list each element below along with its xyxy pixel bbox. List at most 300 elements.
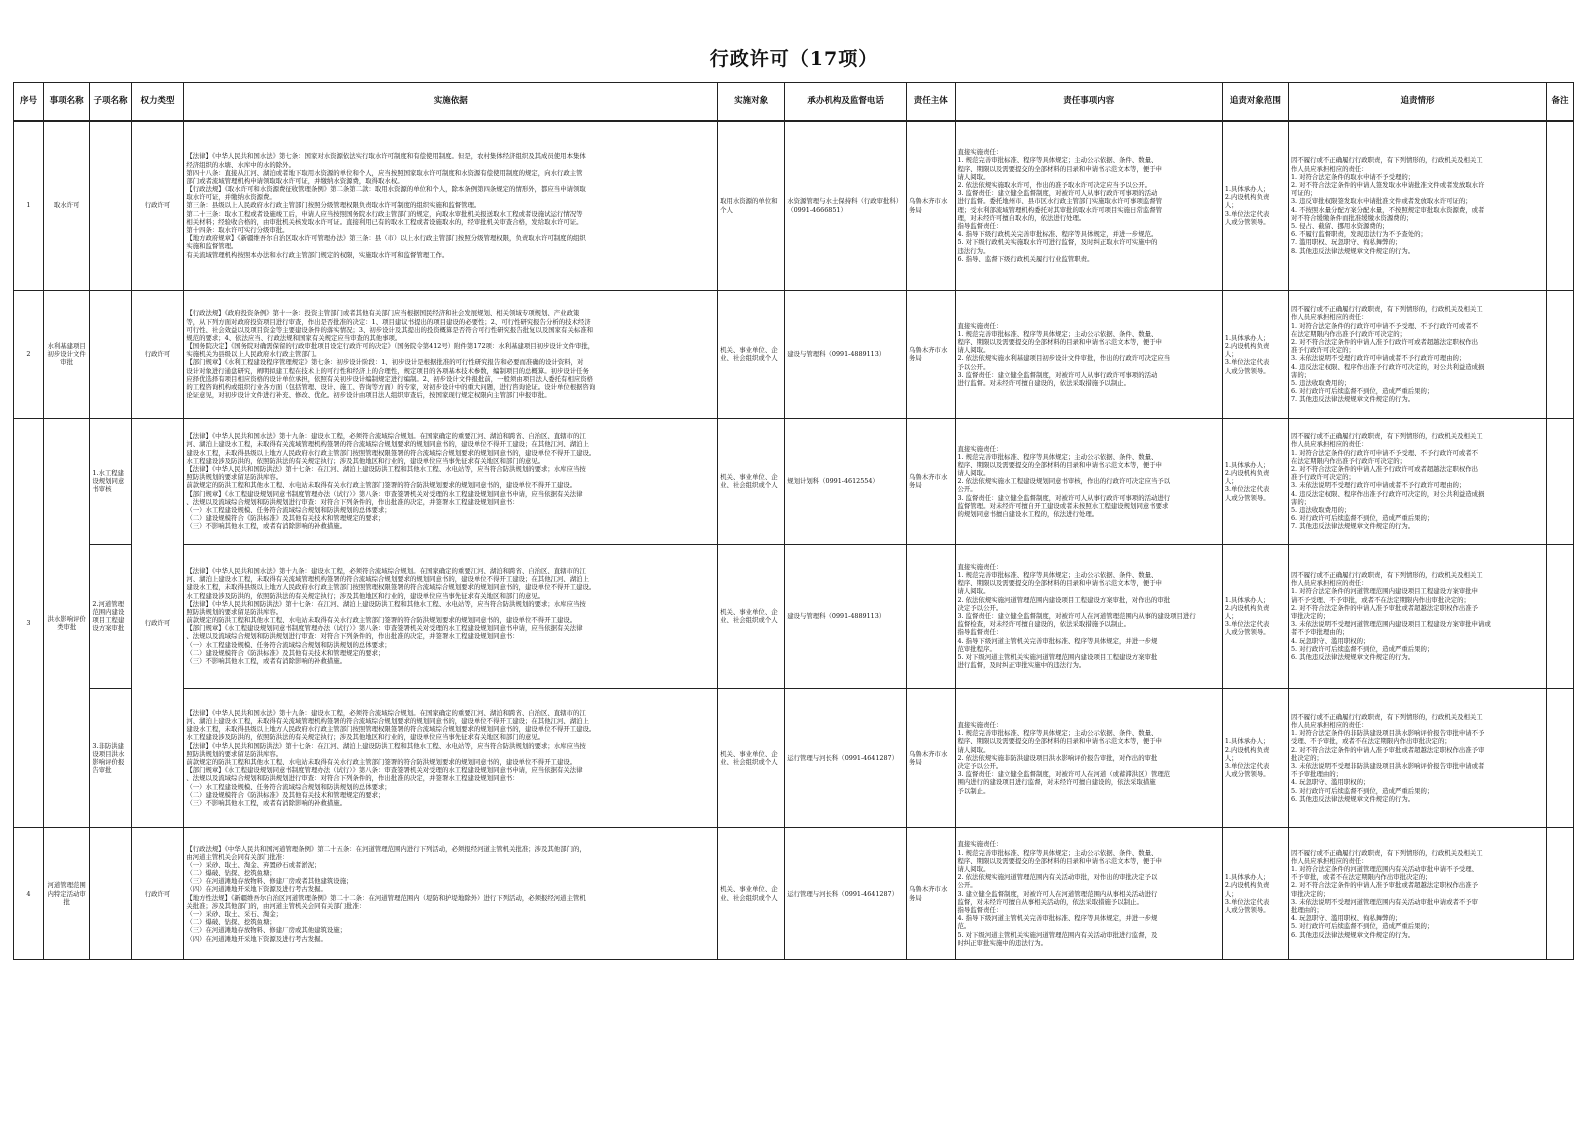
cell-scope-line: 2.内设机构负责 bbox=[1224, 342, 1270, 351]
cell-basis-line: 【部门规章】《水工程建设规划同意书制度管理办法（试行）》第八条：审查签署机关对受理的水工程建设规划同意书申请，应当依据有关法律 bbox=[186, 489, 583, 498]
cell-situations-line: 不予审批理由的； bbox=[1290, 770, 1343, 779]
header-object: 实施对象 bbox=[718, 83, 785, 121]
cell-situations-line: 对不符合缓缴条件而批准缓缴水资源费的； bbox=[1290, 213, 1413, 222]
cell-resp-line: 理，对未经许可擅自取水的，依法进行处理。 bbox=[957, 213, 1086, 222]
cell-resp-line: 请人阅取。 bbox=[957, 587, 990, 596]
cell-resp-line: 请人阅取。 bbox=[957, 172, 990, 181]
cell-situations-line: 害的； bbox=[1290, 497, 1311, 506]
header-sub-item: 子项名称 bbox=[90, 83, 131, 121]
cell-resp-line: 监督检查，对未经许可擅自建设的，依法采取措施予以制止。 bbox=[957, 620, 1131, 629]
cell-situations-line: 2. 对不符合法定条件的申请人准予行政许可或者超越法定职权作出 bbox=[1290, 338, 1479, 347]
cell-scope-line: 3.单位法定代表 bbox=[1224, 897, 1270, 906]
cell-scope bbox=[1222, 544, 1288, 688]
cell-basis-line: 河、湖泊上建设水工程，未取得有关流域管理机构签署的符合流域综合规划要求的规划同意书的，建设单位不得开工建设；在其他江河、湖泊上 bbox=[186, 717, 589, 725]
cell-resp-line: 程序、期限以及需要提交的全部材料的目录和申请书示范文本等，便于申 bbox=[957, 579, 1163, 588]
cell-situations-line: 因不履行或不正确履行行政职责，有下列情形的，行政机关及相关工 bbox=[1290, 432, 1483, 441]
cell-seq: 3 bbox=[14, 419, 44, 828]
cell-situations-line: 作人员应承担相应的责任： bbox=[1290, 313, 1368, 322]
cell-object: 机关、事业单位、企业、社会组织或个人 bbox=[718, 419, 785, 544]
cell-resp-line: 2. 依法依规实施水工程建设规划同意书审核，作出的行政许可决定应当予以 bbox=[957, 477, 1171, 486]
cell-scope-line: 人； bbox=[1224, 477, 1238, 486]
cell-sub-item bbox=[90, 290, 131, 419]
cell-situations-line: 因不履行或不正确履行行政职责，有下列情形的，行政机关及相关工 bbox=[1290, 848, 1483, 857]
cell-subject: 乌鲁木齐市水务局 bbox=[907, 419, 956, 544]
cell-basis-line: （二）爆破、钻探、挖筑鱼塘； bbox=[186, 869, 276, 878]
cell-situations bbox=[1288, 419, 1546, 544]
cell-resp-line: 4. 指导下级河道主管机关完善审批标准、程序等具体规定，并进一步规 bbox=[957, 636, 1158, 645]
cell-basis-line: 前款规定的防洪工程和其他水工程、水电站未取得有关水行政主管部门签署的符合防洪规划要求的规划同意书的，建设单位不得开工建设。 bbox=[186, 616, 577, 625]
cell-situations-line: 1. 对符合法定条件的河道管理范围内建设项目工程建设方案审批申 bbox=[1290, 587, 1479, 596]
cell-basis-line: （四）在河道滩地开采地下资源及进行考古发掘。 bbox=[186, 934, 327, 943]
cell-basis-line: 照防洪规划的要求留足防洪库容。 bbox=[186, 749, 283, 758]
cell-situations-line: 4. 违反法定权限、程序作出准予行政许可决定的，对公共利益造成损 bbox=[1290, 489, 1485, 498]
cell-resp-line: 范。 bbox=[957, 922, 971, 931]
cell-situations-line: 6. 其他违反法律法规规章文件规定的行为。 bbox=[1290, 794, 1415, 803]
cell-basis-line: （一）采砂、取土、淘金、弃置砂石或者淤泥； bbox=[186, 860, 321, 869]
cell-subject: 乌鲁木齐市水务局 bbox=[907, 121, 956, 291]
cell-resp bbox=[955, 544, 1222, 688]
cell-basis-line: （三）在河道滩地存放物料、修建厂房或者其他建筑设施； bbox=[186, 877, 353, 886]
cell-basis-line: 【法律】《中华人民共和国防洪法》第十七条：在江河、湖泊上建设防洪工程和其他水工程、水电站等，应当符合防洪规划的要求；水库应当按 bbox=[186, 741, 586, 750]
cell-item-name: 水利基建项目初步设计文件审批 bbox=[43, 290, 89, 419]
cell-basis-line: 【行政法规】《取水许可和水资源费征收管理条例》第二条第二款：取用水资源的单位和个人，除本条例第四条规定的情形外，都应当申请领取 bbox=[186, 185, 586, 194]
cell-situations-line: 审批决定的； bbox=[1290, 889, 1330, 898]
cell-scope-line: 人； bbox=[1224, 350, 1238, 359]
cell-scope-line: 3.单位法定代表 bbox=[1224, 620, 1270, 629]
cell-basis bbox=[184, 290, 718, 419]
cell-basis-line: 水工程建设涉及防洪的，依照防洪法的有关规定执行；涉及其他地区和行业的，建设单位应当事先征求有关地区和部门的意见。 bbox=[186, 456, 545, 465]
cell-resp-line: 请人阅取。 bbox=[957, 745, 990, 754]
cell-basis-line: 、法规以及流域综合规划和防洪规划进行审查：对符合下列条件的，作出批准的决定，并签署水工程建设规划同意书： bbox=[186, 632, 519, 641]
cell-basis-line: （一）采砂、取土、采石、淘金； bbox=[186, 910, 283, 919]
cell-basis-line: 【地方性法规】《新疆维吾尔自治区河道管理条例》第二十二条：在河道管理范围内（堤防和护堤地除外）进行下列活动，必须报经河道主管机 bbox=[186, 893, 586, 902]
cell-resp-line: 请人阅取。 bbox=[957, 469, 990, 478]
cell-basis-line: 有关流域管理机构按照本办法和水行政主管部门规定的权限，实施取水许可和监督管理工作。 bbox=[186, 250, 449, 259]
cell-resp-line: 指导监督责任： bbox=[957, 905, 1003, 914]
table-row bbox=[14, 544, 1574, 688]
cell-situations-line: 作人员应承担相应的责任： bbox=[1290, 856, 1368, 865]
cell-situations-line: 6. 不履行监督职责，发现违法行为不予查处的； bbox=[1290, 230, 1427, 239]
table-row bbox=[14, 688, 1574, 828]
cell-situations-line: 6. 其他违反法律法规规章文件规定的行为。 bbox=[1290, 652, 1415, 661]
cell-subject: 乌鲁木齐市水务局 bbox=[907, 290, 956, 419]
cell-scope-line: 1.具体承办人； bbox=[1224, 737, 1270, 746]
cell-situations-line: 者不予审批理由的； bbox=[1290, 628, 1349, 637]
cell-scope-line: 2.内设机构负责 bbox=[1224, 603, 1270, 612]
cell-basis-line: （二）建设规模符合《防洪标准》及其他有关技术和管理规定的要求； bbox=[186, 648, 385, 657]
cell-sub-item bbox=[90, 828, 131, 960]
cell-basis-line: 的工程咨询机构或组织行业各方面（包括管理、设计、施工、咨询等方面）的专家，对初步设计中的重大问题，进行咨询论证。设计单位根据咨询 bbox=[186, 383, 596, 392]
cell-basis bbox=[184, 688, 718, 828]
cell-situations-line: 1. 对符合法定条件的非防洪建设项目洪水影响评价报告审批申请不予 bbox=[1290, 729, 1485, 738]
cell-resp-line: 范审批程序。 bbox=[957, 644, 996, 653]
cell-basis bbox=[184, 828, 718, 960]
cell-situations-line: 4. 玩忽职守、滥用职权、徇私舞弊的； bbox=[1290, 914, 1402, 923]
cell-situations-line: 4. 不按照水量分配方案分配水量，不按照规定审批取水资源费，或者 bbox=[1290, 205, 1485, 214]
cell-basis-line: 建设水工程，未取得县级以上地方人民政府水行政主管部门按照管理权限签署的符合流域综合规划要求的规划同意书的，建设单位不得开工建设。 bbox=[186, 725, 596, 734]
cell-situations bbox=[1288, 544, 1546, 688]
cell-scope-line: 人或分管领导。 bbox=[1224, 217, 1270, 226]
page-title: 行政许可（17项） bbox=[709, 48, 879, 70]
cell-basis-line: 建设水工程，未取得县级以上地方人民政府水行政主管部门按照管理权限签署的符合流域综合规划要求的规划同意书的，建设单位不得开工建设。 bbox=[186, 448, 596, 457]
cell-basis-line: 【法律】《中华人民共和国水法》第十九条：建设水工程，必须符合流域综合规划。在国家确定的重要江河、湖泊和跨省、自治区、直辖市的江 bbox=[186, 432, 586, 441]
cell-resp-line: 公开。 bbox=[957, 485, 977, 494]
cell-situations bbox=[1288, 828, 1546, 960]
cell-remark bbox=[1547, 419, 1574, 544]
header-org: 承办机构及监督电话 bbox=[785, 83, 907, 121]
cell-situations-line: 作人员应承担相应的责任： bbox=[1290, 721, 1368, 730]
header-row bbox=[14, 83, 1574, 121]
cell-situations-line: 4. 违反法定权限、程序作出准予行政许可决定的，对公共利益造成损 bbox=[1290, 362, 1485, 371]
cell-situations-line: 6. 对行政许可后续监督不到位，造成严重后果的； bbox=[1290, 387, 1434, 396]
cell-scope-line: 人或分管领导。 bbox=[1224, 628, 1270, 637]
cell-basis-line: 河、湖泊上建设水工程，未取得有关流域管理机构签署的符合流域综合规划要求的规划同意书的，建设单位不得开工建设；在其他江河、湖泊上 bbox=[186, 575, 589, 584]
cell-scope-line: 人； bbox=[1224, 201, 1238, 210]
cell-remark bbox=[1547, 290, 1574, 419]
cell-resp-line: 决定予以公开。 bbox=[957, 762, 1003, 771]
cell-situations-line: 5. 违法收取费用的； bbox=[1290, 505, 1351, 514]
cell-seq: 1 bbox=[14, 121, 44, 291]
header-power-type: 权力类型 bbox=[131, 83, 184, 121]
cell-remark bbox=[1547, 544, 1574, 688]
cell-basis-line: 前款规定的防洪工程和其他水工程、水电站未取得有关水行政主管部门签署的符合防洪规划要求的规划同意书的，建设单位不得开工建设。 bbox=[186, 757, 577, 766]
cell-situations-line: 2. 对不符合法定条件的申请人准予行政许可或者超越法定职权作出 bbox=[1290, 465, 1479, 473]
cell-situations-line: 8. 其他违反法律法规规章文件规定的行为。 bbox=[1290, 246, 1415, 255]
cell-situations-line: 3. 未依法说明不受理行政许可申请或者不予行政许可理由的； bbox=[1290, 481, 1466, 490]
cell-basis-line: 规范的要求；4、依法应当、行政法规和国家有关规定应当审查的其他事项。 bbox=[186, 333, 402, 342]
cell-resp-line: 1. 规范完善审批标准、程序等具体规定；主动公示依据、条件、数量、 bbox=[957, 848, 1158, 857]
cell-situations bbox=[1288, 121, 1546, 291]
cell-resp-line: 请人阅取。 bbox=[957, 865, 990, 874]
cell-sub-item: 1.水工程建设规划同意书审核 bbox=[90, 419, 131, 544]
cell-situations bbox=[1288, 290, 1546, 419]
cell-basis-line: 【法律】《中华人民共和国防洪法》第十七条：在江河、湖泊上建设防洪工程和其他水工程、水电站等，应当符合防洪规划的要求；水库应当按 bbox=[186, 599, 586, 608]
cell-basis-line: 河、湖泊上建设水工程，未取得有关流域管理机构签署的符合流域综合规划要求的规划同意书的，建设单位不得开工建设；在其他江河、湖泊上 bbox=[186, 440, 589, 449]
cell-remark bbox=[1547, 828, 1574, 960]
cell-resp-line: 3. 监督责任：建立健全监督制度，对被许可人从事行政许可事项的活动 bbox=[957, 189, 1158, 198]
cell-situations-line: 5. 侵占、截留、挪用水资源费的； bbox=[1290, 221, 1389, 230]
cell-situations-line: 批理由的； bbox=[1290, 905, 1323, 914]
cell-org: 建设与管理科（0991-4889113） bbox=[785, 290, 907, 419]
cell-basis-line: 第十四条：取水许可实行分级审批。 bbox=[186, 226, 289, 235]
header-situations: 追责情形 bbox=[1288, 83, 1546, 121]
cell-situations-line: 3. 违反审批权限签发取水申请批准文件或者发放取水许可证的； bbox=[1290, 197, 1472, 206]
cell-scope-line: 1.具体承办人； bbox=[1224, 185, 1270, 194]
cell-situations-line: 5. 对行政许可后续监督不到位，造成严重后果的； bbox=[1290, 922, 1434, 931]
cell-situations-line: 2. 对不符合法定条件的申请人准予审批或者超越法定职权作出准予审 bbox=[1290, 745, 1485, 754]
cell-basis-line: 水工程建设涉及防洪的，依照防洪法的有关规定执行；涉及其他地区和行业的，建设单位应当事先征求有关地区和部门的意见。 bbox=[186, 733, 545, 742]
cell-situations-line: 2. 对不符合法定条件的申请人准予审批或者超越法定职权作出准予 bbox=[1290, 603, 1479, 612]
cell-org: 建设与管理科（0991-4889113） bbox=[785, 544, 907, 688]
cell-scope-line: 1.具体承办人； bbox=[1224, 595, 1270, 604]
cell-basis bbox=[184, 121, 718, 291]
cell-scope-line: 2.内设机构负责 bbox=[1224, 193, 1270, 202]
cell-item-name: 河道管理范围内特定活动审批 bbox=[43, 828, 89, 960]
cell-seq: 4 bbox=[14, 828, 44, 960]
cell-resp bbox=[955, 419, 1222, 544]
cell-resp-line: 5. 对下级行政机关实施取水许可进行监督，及时纠正取水许可实施中的 bbox=[957, 238, 1158, 247]
cell-basis-line: 照防洪规划的要求留足防洪库容。 bbox=[186, 473, 283, 482]
cell-basis-line: （三）不影响其他水工程，或者有消除影响的补救措施。 bbox=[186, 657, 347, 665]
cell-resp-line: 公开。 bbox=[957, 881, 977, 890]
cell-resp-line: 3. 监督责任：建立健全监督制度，对被许可人在河道管理范围内从事的建设项目进行 bbox=[957, 611, 1196, 620]
cell-basis-line: 论证意见，对初步设计文件进行补充、修改、优化。初步设计由项目法人组织审查后，按国家现行规定权限向主管部门申报审批。 bbox=[186, 391, 551, 400]
cell-basis-line: 相关材料；经验收合格的，由审批机关核发取水许可证。直接利用已有的取水工程或者设施取水的，经审批机关审查合格，发给取水许可证。 bbox=[186, 217, 583, 226]
cell-scope bbox=[1222, 419, 1288, 544]
cell-situations-line: 6. 对行政许可后续监督不到位，造成严重后果的； bbox=[1290, 514, 1434, 523]
cell-resp-line: 监督管理。对未经许可擅自开工建设或者未按照水工程建设规划同意书要求 bbox=[957, 501, 1169, 510]
cell-situations-line: 4. 玩忽职守、滥用职权的； bbox=[1290, 778, 1370, 787]
cell-basis-line: 【行政法规】《中华人民共和国河道管理条例》第二十五条：在河道管理范围内进行下列活动，必须报经河道主管机关批准；涉及其他部门的， bbox=[186, 844, 586, 853]
cell-scope-line: 人或分管领导。 bbox=[1224, 493, 1270, 502]
cell-power-type: 行政许可 bbox=[131, 828, 184, 960]
permission-table bbox=[13, 82, 1574, 960]
cell-basis bbox=[184, 544, 718, 688]
cell-resp-line: 程序、期限以及需要提交的全部材料的目录和申请书示范文本等，便于申 bbox=[957, 164, 1163, 173]
cell-resp-line: 理；受水利部流域管理机构委托对其审批的取水许可项目实施日常监督管 bbox=[957, 205, 1163, 214]
cell-situations-line: 7. 其他违反法律法规规章文件规定的行为。 bbox=[1290, 522, 1415, 531]
cell-object: 机关、事业单位、企业、社会组织或个人 bbox=[718, 544, 785, 688]
cell-resp-line: 指导监督责任： bbox=[957, 221, 1003, 230]
cell-power-type: 行政许可 bbox=[131, 290, 184, 419]
cell-resp bbox=[955, 121, 1222, 291]
cell-subject: 乌鲁木齐市水务局 bbox=[907, 688, 956, 828]
cell-resp-line: 指导监督责任： bbox=[957, 628, 1003, 637]
cell-basis-line: 取水许可证，并缴纳水资源费。 bbox=[186, 193, 276, 202]
cell-scope-line: 人或分管领导。 bbox=[1224, 366, 1270, 375]
cell-basis-line: 经济组织的水塘、水库中的水的除外。 bbox=[186, 160, 295, 169]
cell-resp-line: 进行监督，及时纠正审批实施中的违法行为。 bbox=[957, 661, 1086, 670]
cell-org: 运行管理与河长科（0991-4641287） bbox=[785, 828, 907, 960]
cell-resp-line: 1. 规范完善审批标准、程序等具体规定；主动公示依据、条件、数量、 bbox=[957, 571, 1158, 580]
cell-situations-line: 3. 未依法说明不受理行政许可申请或者不予行政许可理由的； bbox=[1290, 354, 1466, 363]
cell-resp-line: 直接实施责任： bbox=[957, 321, 1003, 330]
cell-basis-line: （一）水工程建设规模、任务符合流域综合规划和防洪规划的总体要求； bbox=[186, 640, 391, 649]
cell-situations-line: 4. 玩忽职守、滥用职权的； bbox=[1290, 636, 1370, 645]
cell-basis-line: 前款规定的防洪工程和其他水工程、水电站未取得有关水行政主管部门签署的符合防洪规划要求的规划同意书的，建设单位不得开工建设。 bbox=[186, 481, 577, 490]
cell-situations-line: 5. 对行政许可后续监督不到位，造成严重后果的； bbox=[1290, 786, 1434, 795]
cell-situations-line: 7. 其他违反法律法规规章文件规定的行为。 bbox=[1290, 395, 1415, 404]
cell-basis-line: 水工程建设涉及防洪的，依照防洪法的有关规定执行；涉及其他地区和行业的，建设单位应当事先征求有关地区和部门的意见。 bbox=[186, 591, 545, 600]
cell-scope-line: 人； bbox=[1224, 753, 1238, 762]
cell-basis-line: 第二十三条：取水工程或者设施竣工后，申请人应当按照国务院水行政主管部门的规定，向取水审批机关报送取水工程或者设施试运行情况等 bbox=[186, 209, 583, 218]
cell-resp-line: 予以公开。 bbox=[957, 362, 990, 371]
cell-resp-line: 3. 建立健全监督制度，对被许可人在河道管理范围内从事相关活动进行 bbox=[957, 889, 1158, 898]
cell-basis-line: 【法律】《中华人民共和国防洪法》第十七条：在江河、湖泊上建设防洪工程和其他水工程、水电站等，应当符合防洪规划的要求；水库应当按 bbox=[186, 465, 586, 473]
cell-resp-line: 决定予以公开。 bbox=[957, 603, 1003, 612]
cell-resp-line: 1. 规范完善审批标准、程序等具体规定；主动公示依据、条件、数量、 bbox=[957, 329, 1158, 338]
cell-situations-line: 5. 违法收取费用的； bbox=[1290, 378, 1351, 387]
cell-resp-line: 4. 指导下级河道主管机关完善审批标准、程序等具体规定，并进一步规 bbox=[957, 914, 1158, 923]
cell-situations-line: 因不履行或不正确履行行政职责，有下列情形的，行政机关及相关工 bbox=[1290, 571, 1483, 580]
cell-basis-line: 、法规以及流域综合规划和防洪规划进行审查：对符合下列条件的，作出批准的决定，并签署水工程建设规划同意书： bbox=[186, 774, 519, 783]
cell-sub-item bbox=[90, 121, 131, 291]
cell-situations-line: 1. 对符合法定条件的行政许可申请不予受理、不予行政许可或者不 bbox=[1290, 448, 1479, 457]
cell-situations-line: 1. 对符合法定条件的行政许可申请不予受理、不予行政许可或者不 bbox=[1290, 321, 1479, 330]
cell-situations-line: 不予审批，或者不在法定期限内作出审批决定的； bbox=[1290, 873, 1432, 882]
cell-resp-line: 1. 规范完善审批标准、程序等具体规定；主动公示依据、条件、数量、 bbox=[957, 452, 1158, 461]
cell-scope-line: 3.单位法定代表 bbox=[1224, 358, 1270, 367]
header-basis: 实施依据 bbox=[184, 83, 718, 121]
cell-resp-line: 监督，对未经许可擅自从事相关活动的，依法采取措施予以制止。 bbox=[957, 897, 1143, 906]
cell-basis-line: 第四十八条：直接从江河、湖泊或者地下取用水资源的单位和个人，应当按照国家取水许可制度和水资源有偿使用制度的规定，向水行政主管 bbox=[186, 168, 583, 177]
cell-basis-line: 【部门规章】《水工程建设规划同意书制度管理办法（试行）》第八条：审查签署机关对受理的水工程建设规划同意书申请，应当依据有关法律 bbox=[186, 766, 583, 775]
cell-basis-line: （二）建设规模符合《防洪标准》及其他有关技术和管理规定的要求； bbox=[186, 790, 385, 799]
cell-resp-line: 4. 指导下级行政机关完善审批标准、程序等具体规定，并进一步规范。 bbox=[957, 230, 1158, 239]
cell-basis-line: 【部门规章】《水利工程建设程序管理规定》第七条：初步设计阶段：1、初步设计是根据批准的可行性研究报告和必要而准确的设计资料，对 bbox=[186, 358, 584, 367]
cell-scope-line: 3.单位法定代表 bbox=[1224, 762, 1270, 771]
cell-scope-line: 人或分管领导。 bbox=[1224, 770, 1270, 779]
header-resp: 责任事项内容 bbox=[955, 83, 1222, 121]
cell-resp-line: 2. 依法依规实施非防洪建设项目洪水影响评价报告审批，对作出的审批 bbox=[957, 753, 1158, 762]
cell-resp-line: 5. 对下级河道主管机关实施河道管理范围内有关活动审批进行监督，及 bbox=[957, 930, 1158, 939]
cell-scope-line: 2.内设机构负责 bbox=[1224, 469, 1270, 478]
cell-basis-line: 可行性、社会效益以及项目资金等主要建设条件的落实情况；3、初步设计及其提出的投资概算是否符合可行性研究报告批复以及国家有关标准和 bbox=[186, 325, 594, 334]
cell-scope-line: 人或分管领导。 bbox=[1224, 905, 1270, 914]
cell-resp-line: 程序、期限以及需要提交的全部材料的目录和申请书示范文本等，便于申 bbox=[957, 338, 1163, 347]
cell-basis-line: 【法律】《中华人民共和国水法》第十九条：建设水工程，必须符合流域综合规划。在国家确定的重要江河、湖泊和跨省、自治区、直辖市的江 bbox=[186, 566, 586, 575]
cell-resp-line: 直接实施责任： bbox=[957, 562, 1003, 571]
cell-sub-item: 3.非防洪建设项目洪水影响评价报告审批 bbox=[90, 688, 131, 828]
cell-situations-line: 3. 未依法说明不受理非防洪建设项目洪水影响评价报告审批申请或者 bbox=[1290, 762, 1485, 771]
cell-object: 机关、事业单位、企业、社会组织或个人 bbox=[718, 688, 785, 828]
cell-situations-line: 作人员应承担相应的责任： bbox=[1290, 440, 1368, 449]
cell-situations-line: 害的； bbox=[1290, 370, 1311, 379]
cell-seq: 2 bbox=[14, 290, 44, 419]
cell-basis-line: （三）在河道滩地存放物料、修建厂房或其他建筑设施； bbox=[186, 926, 347, 935]
cell-situations-line: 准予行政许可决定的； bbox=[1290, 473, 1355, 482]
cell-scope-line: 1.具体承办人； bbox=[1224, 460, 1270, 469]
cell-basis-line: 实施机关为县级以上人民政府水行政主管部门。 bbox=[186, 350, 321, 359]
header-scope: 追责对象范围 bbox=[1222, 83, 1288, 121]
cell-scope-line: 人； bbox=[1224, 889, 1238, 898]
cell-basis-line: （二）建设规模符合《防洪标准》及其他有关技术和管理规定的要求； bbox=[186, 514, 385, 523]
cell-scope-line: 3.单位法定代表 bbox=[1224, 209, 1270, 218]
header-remark: 备注 bbox=[1547, 83, 1574, 121]
table-row bbox=[14, 121, 1574, 291]
cell-resp-line: 3. 监督责任：建立健全监督制度，对被许可人在河道（或蓄滞洪区）管理范 bbox=[957, 770, 1171, 779]
cell-scope-line: 1.具体承办人； bbox=[1224, 333, 1270, 342]
cell-item-name: 取水许可 bbox=[43, 121, 89, 291]
cell-basis-line: 照防洪规划的要求留足防洪库容。 bbox=[186, 607, 283, 616]
cell-situations-line: 作人员应承担相应的责任： bbox=[1290, 579, 1368, 588]
cell-basis-line: 等，从下列方面对政府投资项目进行审查，作出是否批准的决定：1、项目建议书提出的项目建设的必要性；2、可行性研究报告分析的技术经济 bbox=[186, 317, 591, 326]
cell-object: 取用水资源的单位和个人 bbox=[718, 121, 785, 291]
cell-resp-line: 2. 依法依规实施河道管理范围内建设项目工程建设方案审批，对作出的审批 bbox=[957, 595, 1171, 604]
cell-basis-line: 【国务院决定】《国务院对确需保留的行政审批项目设定行政许可的决定》（国务院令第412号）附件第172项：水利基建项目初步设计文件审批， bbox=[186, 342, 595, 351]
cell-basis bbox=[184, 419, 718, 544]
cell-basis-line: （一）水工程建设规模、任务符合流域综合规划和防洪规划的总体要求； bbox=[186, 782, 391, 791]
cell-basis-line: 第三条：县级以上人民政府水行政主管部门按照分级管理权限负责取水许可制度的组织实施和监督管理。 bbox=[186, 201, 481, 210]
cell-resp-line: 围内进行的建设项目进行监督，对未经许可擅自建设的，依法采取措施 bbox=[957, 778, 1156, 787]
cell-basis-line: 由河道主管机关会同有关部门批准： bbox=[186, 852, 289, 861]
cell-resp-line: 程序、期限以及需要提交的全部材料的目录和申请书示范文本等，便于申 bbox=[957, 460, 1163, 469]
cell-situations-line: 可证的； bbox=[1290, 189, 1317, 198]
cell-situations-line: 在法定期限内作出准予行政许可决定的； bbox=[1290, 329, 1406, 338]
cell-remark bbox=[1547, 121, 1574, 291]
cell-resp bbox=[955, 828, 1222, 960]
header-subject: 责任主体 bbox=[907, 83, 956, 121]
cell-situations-line: 受理、不予审批，或者不在法定期限内作出审批决定的； bbox=[1290, 737, 1451, 746]
cell-resp-line: 1. 规范完善审批标准、程序等具体规定；主动公示依据、条件、数量、 bbox=[957, 729, 1158, 738]
cell-resp-line: 请人阅取。 bbox=[957, 346, 990, 355]
cell-situations-line: 2. 对不符合法定条件的申请人准予审批或者超越法定职权作出准予 bbox=[1290, 881, 1479, 890]
cell-sub-item: 2.河道管理范围内建设项目工程建设方案审批 bbox=[90, 544, 131, 688]
cell-scope-line: 3.单位法定代表 bbox=[1224, 485, 1270, 494]
cell-scope bbox=[1222, 121, 1288, 291]
cell-situations-line: 3. 未依法说明不受理河道管理范围内建设项目工程建设方案审批申请或 bbox=[1290, 620, 1491, 629]
cell-org: 规划计划科（0991-4612554） bbox=[785, 419, 907, 544]
cell-resp-line: 程序、期限以及需要提交的全部材料的目录和申请书示范文本等，便于申 bbox=[957, 856, 1163, 865]
cell-situations-line: 2. 对不符合法定条件的申请人签发取水申请批准文件或者发放取水许 bbox=[1290, 181, 1485, 189]
cell-situations-line: 准予行政许可决定的； bbox=[1290, 346, 1355, 355]
cell-power-type: 行政许可 bbox=[131, 121, 184, 291]
cell-resp-line: 的规划同意书擅自建设水工程的，依法进行处理。 bbox=[957, 510, 1099, 519]
cell-basis-line: 部门或者流域管理机构申请领取取水许可证，并缴纳水资源费，取得取水权。 bbox=[186, 176, 404, 185]
table-row bbox=[14, 828, 1574, 960]
cell-resp bbox=[955, 688, 1222, 828]
cell-item-name: 洪水影响评价类审批 bbox=[43, 419, 89, 828]
cell-resp-line: 时纠正审批实施中的违法行为。 bbox=[957, 938, 1047, 947]
table-row bbox=[14, 419, 1574, 544]
cell-resp-line: 2. 依法依规实施河道管理范围内有关活动审批，对作出的审批决定予以 bbox=[957, 873, 1158, 882]
cell-situations-line: 因不履行或不正确履行行政职责，有下列情形的，行政机关及相关工 bbox=[1290, 156, 1483, 165]
header-item-name: 事项名称 bbox=[43, 83, 89, 121]
cell-basis-line: （三）不影响其他水工程，或者有消除影响的补救措施。 bbox=[186, 798, 347, 807]
cell-scope-line: 人； bbox=[1224, 611, 1238, 620]
cell-scope bbox=[1222, 290, 1288, 419]
cell-org: 运行管理与河长科（0991-4641287） bbox=[785, 688, 907, 828]
cell-situations-line: 6. 其他违反法律法规规章文件规定的行为。 bbox=[1290, 930, 1415, 939]
cell-resp bbox=[955, 290, 1222, 419]
cell-situations-line: 请不予受理、不予审批，或者不在法定期限内作出审批决定的； bbox=[1290, 595, 1470, 604]
cell-resp-line: 3. 监督责任：建立健全监督制度，对被许可人从事行政许可事项的活动进行 bbox=[957, 493, 1171, 502]
cell-power-type: 行政许可 bbox=[131, 419, 184, 828]
cell-basis-line: 【法律】《中华人民共和国水法》第十九条：建设水工程，必须符合流域综合规划。在国家确定的重要江河、湖泊和跨省、自治区、直辖市的江 bbox=[186, 708, 586, 717]
cell-basis-line: 【部门规章】《水工程建设规划同意书制度管理办法（试行）》第八条：审查签署机关对受理的水工程建设规划同意书申请，应当依据有关法律 bbox=[186, 624, 583, 633]
cell-resp-line: 直接实施责任： bbox=[957, 721, 1003, 730]
cell-remark bbox=[1547, 688, 1574, 828]
cell-resp-line: 进行监督。委托地州市、县市区水行政主管部门实施取水许可事项监督管 bbox=[957, 197, 1163, 206]
cell-situations-line: 审批决定的； bbox=[1290, 611, 1330, 620]
cell-resp-line: 予以制止。 bbox=[957, 786, 990, 795]
cell-situations-line: 5. 对行政许可后续监督不到位，造成严重后果的； bbox=[1290, 644, 1434, 653]
cell-scope-line: 2.内设机构负责 bbox=[1224, 881, 1270, 890]
cell-scope-line: 2.内设机构负责 bbox=[1224, 745, 1270, 754]
cell-resp-line: 程序、期限以及需要提交的全部材料的目录和申请书示范文本等，便于申 bbox=[957, 737, 1163, 746]
cell-basis-line: 关批准；涉及其他部门的，由河道主管机关会同有关部门批准： bbox=[186, 901, 366, 910]
cell-scope bbox=[1222, 688, 1288, 828]
cell-scope-line: 1.具体承办人； bbox=[1224, 873, 1270, 882]
cell-object: 机关、事业单位、企业、社会组织或个人 bbox=[718, 828, 785, 960]
cell-resp-line: 直接实施责任： bbox=[957, 444, 1003, 453]
cell-basis-line: （二）爆破、钻探、挖筑鱼塘； bbox=[186, 918, 276, 927]
cell-basis-line: 【地方政府规章】《新疆维吾尔自治区取水许可管理办法》第三条：县（市）以上水行政主管部门按照分级管理权限，负责取水许可制度的组织 bbox=[186, 234, 586, 243]
cell-situations-line: 批决定的； bbox=[1290, 753, 1323, 762]
cell-situations-line: 作人员应承担相应的责任： bbox=[1290, 164, 1368, 173]
cell-basis-line: 建设水工程，未取得县级以上地方人民政府水行政主管部门按照管理权限签署的符合流域综合规划要求的规划同意书的，建设单位不得开工建设。 bbox=[186, 583, 596, 592]
cell-resp-line: 2. 依法依规实施取水许可，作出的准予取水许可决定应当予以公开。 bbox=[957, 181, 1151, 189]
cell-basis-line: 【法律】《中华人民共和国水法》第七条：国家对水资源依法实行取水许可制度和有偿使用制度。但是，农村集体经济组织及其成员使用本集体 bbox=[186, 152, 586, 161]
cell-resp-line: 3. 监督责任：建立健全监督制度，对被许可人从事行政许可事项的活动 bbox=[957, 370, 1158, 379]
cell-resp-line: 5. 对下级河道主管机关实施河道管理范围内建设项目工程建设方案审批 bbox=[957, 652, 1158, 661]
cell-org: 水资源管理与水土保持科（行政审批科）（0991-4666851） bbox=[785, 121, 907, 291]
cell-resp-line: 直接实施责任： bbox=[957, 840, 1003, 849]
cell-situations-line: 3. 未依法说明不受理河道管理范围内有关活动审批申请或者不予审 bbox=[1290, 897, 1479, 906]
cell-object: 机关、事业单位、企业、社会组织或个人 bbox=[718, 290, 785, 419]
cell-basis-line: （四）在河道滩地开采地下资源及进行考古发掘。 bbox=[186, 885, 327, 894]
cell-subject: 乌鲁木齐市水务局 bbox=[907, 828, 956, 960]
